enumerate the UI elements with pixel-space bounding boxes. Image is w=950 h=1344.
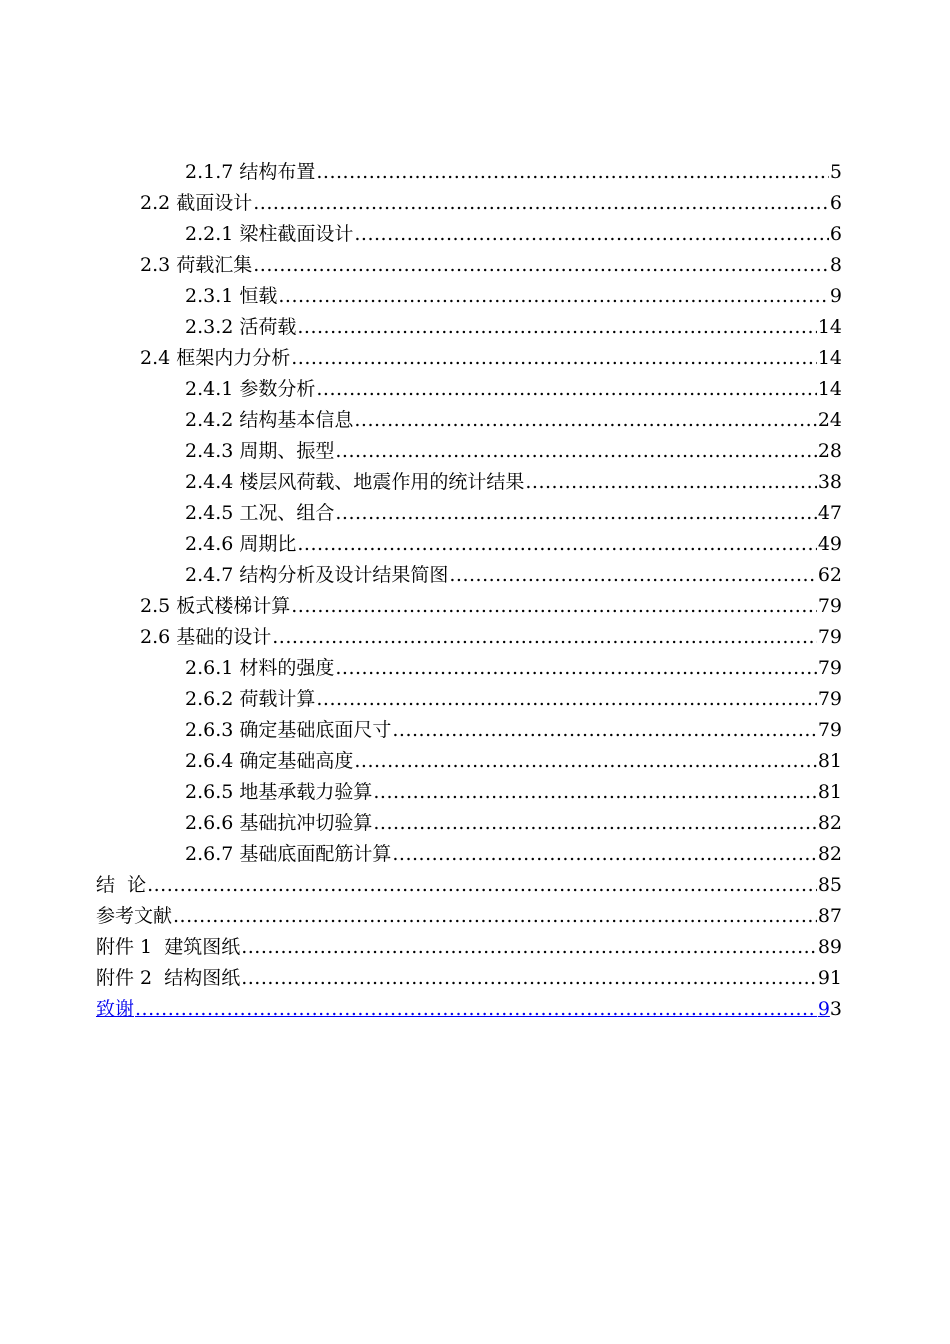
toc-entry-page: 79 <box>817 719 842 741</box>
toc-entry-title: 致谢 <box>96 998 135 1020</box>
toc-entry-page <box>818 994 842 1025</box>
toc-leader-dots <box>316 374 816 405</box>
toc-leader-dots <box>253 188 829 219</box>
toc-entry-2-6-2[interactable] <box>96 684 842 715</box>
toc-entry-2-6-4[interactable] <box>96 746 842 777</box>
toc-entry-title: 2.1.7 结构布置 <box>185 161 316 183</box>
toc-leader-dots <box>335 498 816 529</box>
toc-entry-2-6-6[interactable] <box>96 808 842 839</box>
toc-entry-2-3[interactable] <box>96 250 842 281</box>
toc-entry-references[interactable] <box>96 901 842 932</box>
toc-leader-dots <box>147 870 817 901</box>
toc-entry-title: 附件 1 建筑图纸 <box>96 936 241 958</box>
toc-entry-title: 2.6.1 材料的强度 <box>185 657 335 679</box>
toc-entry-page: 79 <box>817 657 842 679</box>
toc-entry-2-6-3[interactable] <box>96 715 842 746</box>
toc-entry-page: 24 <box>817 409 842 431</box>
toc-entry-title: 2.4.4 楼层风荷载、地震作用的统计结果 <box>185 471 525 493</box>
toc-leader-dots <box>373 808 816 839</box>
toc-entry-2-4-3[interactable] <box>96 436 842 467</box>
toc-leader-dots <box>272 622 817 653</box>
toc-entry-page: 47 <box>817 502 842 524</box>
toc-entry-page: 6 <box>829 192 842 214</box>
toc-entry-2-4[interactable] <box>96 343 842 374</box>
toc-entry-title: 附件 2 结构图纸 <box>96 967 241 989</box>
toc-entry-title: 2.4.5 工况、组合 <box>185 502 335 524</box>
toc-entry-page: 82 <box>817 843 842 865</box>
toc-entry-2-6-5[interactable] <box>96 777 842 808</box>
toc-page-linked-digit: 9 <box>817 998 830 1020</box>
toc-leader-dots <box>335 653 816 684</box>
toc-entry-title: 2.4.7 结构分析及设计结果简图 <box>185 564 449 586</box>
toc-entry-title: 2.3.2 活荷载 <box>185 316 297 338</box>
toc-entry-page: 89 <box>817 936 842 958</box>
toc-entry-title: 2.6 基础的设计 <box>140 626 272 648</box>
toc-leader-dots <box>335 436 816 467</box>
toc-entry-title: 2.4.2 结构基本信息 <box>185 409 354 431</box>
toc-entry-page: 28 <box>817 440 842 462</box>
toc-entry-page: 14 <box>817 378 842 400</box>
toc-entry-title: 2.2.1 梁柱截面设计 <box>185 223 354 245</box>
toc-leader-dots <box>354 405 816 436</box>
toc-entry-acknowledgements-link[interactable] <box>96 994 842 1025</box>
toc-entry-page: 5 <box>829 161 842 183</box>
toc-leader-dots <box>354 746 816 777</box>
toc-entry-2-5[interactable] <box>96 591 842 622</box>
toc-leader-dots <box>253 250 829 281</box>
toc-entry-2-4-5[interactable] <box>96 498 842 529</box>
toc-entry-title: 2.2 截面设计 <box>140 192 253 214</box>
toc-entry-title: 2.3.1 恒载 <box>185 285 278 307</box>
toc-leader-dots <box>291 343 817 374</box>
toc-entry-page: 49 <box>817 533 842 555</box>
toc-entry-title: 2.6.7 基础底面配筋计算 <box>185 843 392 865</box>
toc-entry-2-6-7[interactable] <box>96 839 842 870</box>
toc-leader-dots <box>241 932 817 963</box>
toc-leader-dots <box>173 901 817 932</box>
toc-leader-dots <box>316 157 829 188</box>
toc-entry-2-4-1[interactable] <box>96 374 842 405</box>
toc-leader-dots <box>449 560 816 591</box>
toc-leader-dots <box>241 963 817 994</box>
toc-entry-page: 38 <box>817 471 842 493</box>
toc-leader-dots <box>297 529 816 560</box>
toc-entry-page: 91 <box>817 967 842 989</box>
toc-leader-dots <box>135 994 817 1025</box>
toc-page-unlinked-digit: 3 <box>829 998 842 1020</box>
toc-entry-title: 2.4 框架内力分析 <box>140 347 291 369</box>
toc-entry-page: 87 <box>817 905 842 927</box>
toc-entry-page: 14 <box>817 347 842 369</box>
toc-leader-dots <box>297 312 816 343</box>
toc-entry-appendix-1[interactable] <box>96 932 842 963</box>
toc-entry-page: 81 <box>817 750 842 772</box>
toc-leader-dots <box>373 777 816 808</box>
toc-entry-2-3-1[interactable] <box>96 281 842 312</box>
toc-entry-2-4-6[interactable] <box>96 529 842 560</box>
toc-leader-dots <box>392 839 816 870</box>
toc-entry-page: 6 <box>829 223 842 245</box>
toc-entry-title: 2.6.6 基础抗冲切验算 <box>185 812 373 834</box>
toc-entry-appendix-2[interactable] <box>96 963 842 994</box>
toc-entry-page: 85 <box>817 874 842 896</box>
toc-entry-page: 79 <box>817 595 842 617</box>
toc-entry-2-2[interactable] <box>96 188 842 219</box>
toc-entry-title: 2.6.5 地基承载力验算 <box>185 781 373 803</box>
toc-leader-dots <box>354 219 829 250</box>
toc-entry-conclusion[interactable] <box>96 870 842 901</box>
toc-entry-title: 2.5 板式楼梯计算 <box>140 595 291 617</box>
toc-entry-page: 82 <box>817 812 842 834</box>
toc-entry-2-4-4[interactable] <box>96 467 842 498</box>
toc-entry-2-6-1[interactable] <box>96 653 842 684</box>
toc-entry-2-3-2[interactable] <box>96 312 842 343</box>
toc-entry-title: 2.4.3 周期、振型 <box>185 440 335 462</box>
toc-entry-title: 2.6.3 确定基础底面尺寸 <box>185 719 392 741</box>
toc-leader-dots <box>525 467 816 498</box>
toc-entry-2-6[interactable] <box>96 622 842 653</box>
toc-entry-2-4-7[interactable] <box>96 560 842 591</box>
toc-entry-page: 81 <box>817 781 842 803</box>
toc-entry-title: 结 论 <box>96 874 147 896</box>
toc-entry-page: 14 <box>817 316 842 338</box>
table-of-contents <box>96 157 842 1025</box>
toc-entry-2-1-7[interactable] <box>96 157 842 188</box>
toc-entry-2-4-2[interactable] <box>96 405 842 436</box>
toc-entry-page: 9 <box>829 285 842 307</box>
toc-entry-title: 参考文献 <box>96 905 173 927</box>
toc-leader-dots <box>392 715 816 746</box>
toc-entry-title: 2.3 荷载汇集 <box>140 254 253 276</box>
toc-leader-dots <box>291 591 817 622</box>
toc-entry-title: 2.6.2 荷载计算 <box>185 688 316 710</box>
toc-entry-2-2-1[interactable] <box>96 219 842 250</box>
toc-entry-page: 79 <box>817 688 842 710</box>
toc-entry-page: 62 <box>817 564 842 586</box>
toc-entry-title: 2.6.4 确定基础高度 <box>185 750 354 772</box>
toc-entry-page: 8 <box>829 254 842 276</box>
toc-leader-dots <box>316 684 816 715</box>
toc-leader-dots <box>278 281 829 312</box>
toc-entry-page: 79 <box>817 626 842 648</box>
toc-entry-title: 2.4.1 参数分析 <box>185 378 316 400</box>
toc-entry-title: 2.4.6 周期比 <box>185 533 297 555</box>
